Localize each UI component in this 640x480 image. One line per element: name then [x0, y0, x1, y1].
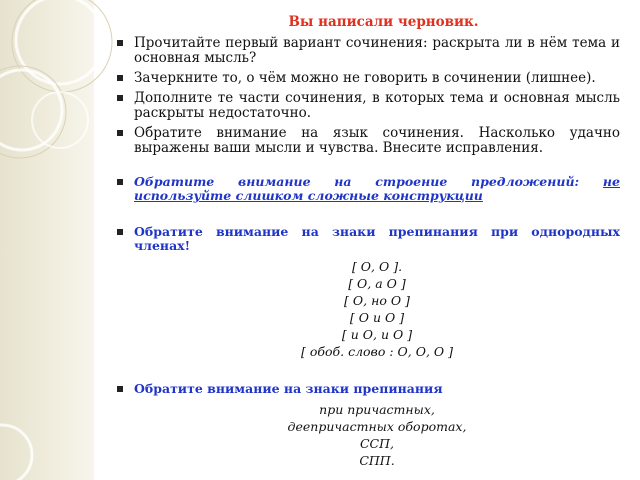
instruction-item: Дополните те части сочинения, в которых тема и основная мысль раскрыты недостаточно.: [117, 91, 620, 121]
case-line: СПП.: [359, 453, 395, 468]
instruction-item: Прочитайте первый вариант сочинения: раскрыта ли в нём тема и основная мысль?: [117, 36, 620, 66]
slide-content: [117, 14, 620, 469]
punctuation-scheme: [ О, но О ]: [344, 293, 410, 308]
punctuation-scheme: [ О, а О ]: [348, 276, 406, 291]
punctuation-note: Обратите внимание на знаки препинания при однородных членах!: [117, 225, 620, 253]
structure-note: [117, 175, 620, 203]
structure-note-underlined: не используйте слишком сложные конструкции: [134, 174, 620, 203]
case-line: деепричастных оборотах,: [287, 419, 467, 434]
structure-note-lead: Обратите внимание на строение предложений:: [134, 174, 603, 189]
instruction-item: Обратите внимание на язык сочинения. Насколько удачно выражены ваши мысли и чувства. Внесите исправления.: [117, 126, 620, 156]
punctuation-note-2: Обратите внимание на знаки препинания: [117, 382, 620, 396]
punctuation-scheme: [ О и О ]: [349, 310, 405, 325]
case-line: ССП,: [359, 436, 394, 451]
case-line: при причастных,: [319, 402, 435, 417]
punctuation-scheme: [ О, О ].: [351, 259, 403, 274]
punctuation-scheme: [ и О, и О ]: [341, 327, 413, 342]
slide-title: Вы написали черновик.: [288, 14, 479, 30]
decorative-circles: [0, 0, 120, 480]
instruction-item: Зачеркните то, о чём можно не говорить в сочинении (лишнее).: [117, 71, 620, 86]
punctuation-scheme: [ обоб. слово : О, О, О ]: [300, 344, 454, 359]
